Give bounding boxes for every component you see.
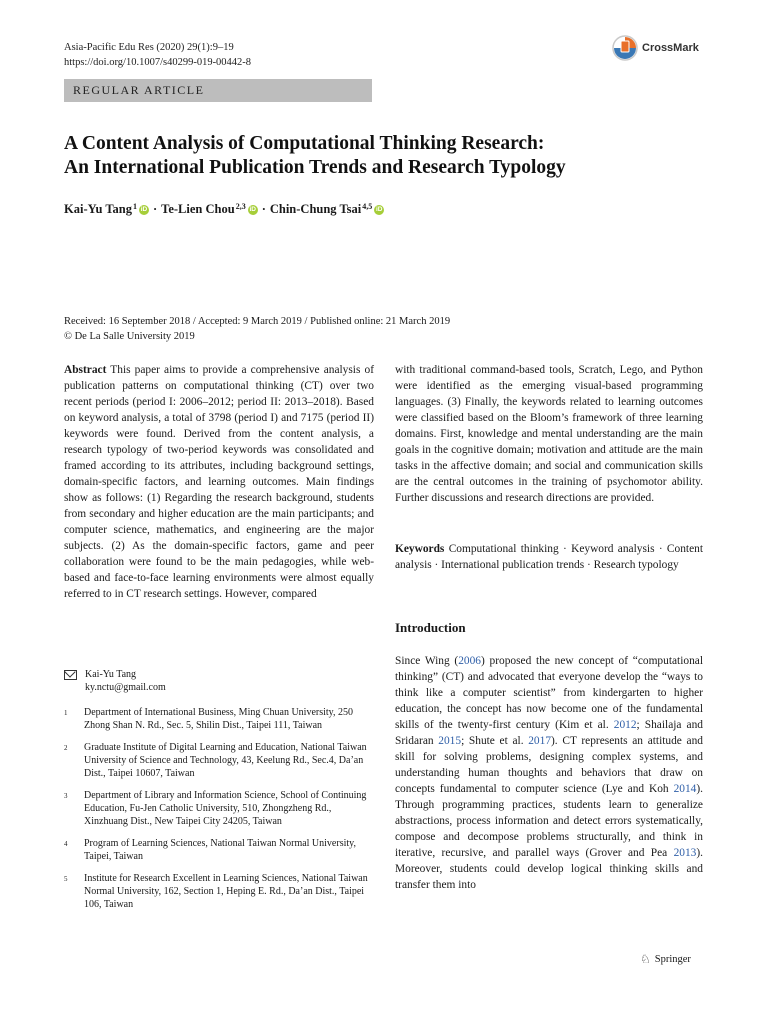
orcid-icon[interactable]: iD [376, 206, 383, 213]
author-2[interactable] [161, 202, 258, 217]
footnotes [64, 668, 374, 920]
abstract-text-left: This paper aims to provide a comprehensive analysis of publication patterns on computational thinking (CT) over two recent periods (period I: 2006–2012; period II: 2013–2018). Based on keyword analysis, a total of 3798 (period I) and 7175 (period II) keywords were found. Derived from the content analysis, a research typology of two-period keywords was consolidated and framed according to its attributes, including background settings, domain-specific factors, and learning outcomes. Main findings show as follows: (1) Regarding the research background, students from secondary and higher education are the main participants; and computer science, mathematics, and engineering are the major subjects. (2) As the domain-specific factors, game and peer collaboration were found to be the main pedagogies, while web-based and face-to-face learning environments were almost equally referred to in CT research settings. However, compared [64, 364, 374, 600]
publication-dates [64, 314, 450, 344]
publisher-label: Springer [654, 954, 691, 965]
introduction-text [395, 653, 703, 893]
author-separator: · [152, 202, 158, 216]
affiliation-text: Program of Learning Sciences, National Taiwan Normal University, Taipei, Taiwan [84, 838, 357, 862]
orcid-icon[interactable]: iD [140, 206, 148, 213]
article-type-bar [64, 79, 372, 102]
corresponding-author: Kai-Yu Tang [85, 669, 137, 680]
envelope-icon [64, 670, 77, 680]
correspondence [64, 668, 374, 694]
title-line-2: An International Publication Trends and Research Typology [64, 157, 566, 178]
citation-link[interactable]: 2013 [673, 847, 697, 859]
journal-header [64, 40, 251, 70]
author-3[interactable] [270, 202, 384, 217]
author-name: Te-Lien Chou [161, 202, 235, 216]
intro-text-segment: ) proposed the new concept of “computational thinking” (CT) and advocated that everyone develop the “ways to think like a computer scientist” from kindergarten to higher education, the concept has now become one of the fundamental skills of the twenty-first century (Kim et al. [395, 655, 703, 731]
article-title [64, 132, 704, 180]
author-separator: · [261, 202, 266, 216]
abstract-text-right: with traditional command-based tools, Scratch, Lego, and Python were identified as the emerging visual-based programming languages. (3) Finally, the keywords related to learning outcomes were classified based on the Bloom’s framework of three learning domains. First, knowledge and mental understanding are the main goals in the cognitive domain; motivation and attitude are the main tasks in the affective domain; and social and communication skills are the central outcomes in the training of psychomotor ability. Further discussions and research directions are provided. [395, 364, 703, 504]
journal-citation: Asia-Pacific Edu Res (2020) 29(1):9–19 [64, 42, 234, 53]
publisher-logo [640, 952, 691, 967]
title-line-1: A Content Analysis of Computational Thinking Research: [64, 133, 545, 154]
author-1[interactable] [64, 202, 149, 217]
author-affil-sup: 1 [132, 202, 137, 211]
doi-link[interactable]: https://doi.org/10.1007/s40299-019-00442-8 [64, 57, 252, 68]
affiliation-number: 1 [64, 709, 68, 717]
author-list [64, 202, 384, 217]
intro-text-segment: ). Moreover, students could develop logical thinking skills and transfer them into [395, 847, 703, 891]
citation-link[interactable]: 2006 [458, 655, 481, 667]
author-affil-sup: 2,3 [235, 202, 246, 211]
intro-text-segment: ; Shute et al. [461, 735, 529, 747]
affiliation-text: Graduate Institute of Digital Learning and Education, National Taiwan University of Science and Technology, 43, Keelung Rd., Sec.4, Da’an Dist., Taipei 10607, Taiwan [84, 742, 367, 779]
crossmark-icon [612, 33, 638, 63]
affiliation-number: 3 [64, 792, 68, 800]
citation-link[interactable]: 2012 [613, 719, 637, 731]
intro-text-segment: ). CT represents an attitude and skill for solving problems, designing complex systems, and understanding human thoughts and behaviors that draw on concepts fundamental to computer science (Lye and Koh [395, 735, 703, 795]
abstract-heading: Abstract [64, 364, 107, 376]
crossmark-badge[interactable] [612, 33, 699, 63]
author-name: Kai-Yu Tang [64, 202, 132, 216]
keywords-block [395, 541, 703, 573]
citation-link[interactable]: 2014 [673, 783, 697, 795]
corresponding-email[interactable]: ky.nctu@gmail.com [85, 682, 166, 693]
affiliation-text: Institute for Research Excellent in Learning Sciences, National Taiwan Normal University, 162, Section 1, Heping E. Rd., Da’an Dist., Taipei 106, Taiwan [84, 873, 368, 910]
keywords-text: Computational thinking · Keyword analysis · Content analysis · International publication trends · Research typology [395, 543, 703, 571]
intro-text-segment: ). Through programming practices, students learn to generalize abstractions, process information and detect errors systematically, compose and decompose problems structurally, and think in iterative, recursive, and parallel ways (Grover and Pea [395, 783, 703, 859]
affiliation-text: Department of Library and Information Science, School of Continuing Education, Fu-Jen Catholic University, 510, Zhongzheng Rd., Xinzhuang Dist., New Taipei City 24205, Taiwan [84, 790, 367, 827]
author-affil-sup: 4,5 [362, 202, 373, 211]
date-history: Received: 16 September 2018 / Accepted: 9 March 2019 / Published online: 21 March 2019 [64, 316, 451, 327]
affiliation-item [64, 741, 374, 780]
intro-text-segment: ; Shailaja and Sridaran [395, 719, 703, 747]
affiliation-item [64, 872, 374, 911]
orcid-icon[interactable]: iD [249, 206, 256, 213]
affiliation-text: Department of International Business, Ming Chuan University, 250 Zhong Shan N. Rd., Sec. 5, Shilin Dist., Taipei 111, Taiwan [84, 707, 354, 731]
citation-link[interactable]: 2015 [438, 735, 462, 747]
keywords-heading: Keywords [395, 543, 445, 555]
springer-horse-icon: ♘ [640, 952, 651, 966]
introduction-heading: Introduction [395, 620, 466, 635]
intro-text-segment: Since Wing ( [395, 655, 459, 667]
abstract-right [395, 362, 703, 506]
abstract-left [64, 362, 374, 602]
affiliation-item [64, 789, 374, 828]
affiliation-item [64, 706, 374, 732]
affiliation-number: 4 [64, 840, 68, 848]
crossmark-label: CrossMark [642, 42, 699, 54]
affiliation-number: 5 [64, 875, 68, 883]
affiliation-number: 2 [64, 744, 68, 752]
citation-link[interactable]: 2017 [528, 735, 552, 747]
copyright-line: © De La Salle University 2019 [64, 331, 195, 342]
affiliation-list [64, 706, 374, 911]
author-name: Chin-Chung Tsai [269, 202, 362, 216]
affiliation-item [64, 837, 374, 863]
article-type: REGULAR ARTICLE [73, 83, 205, 97]
